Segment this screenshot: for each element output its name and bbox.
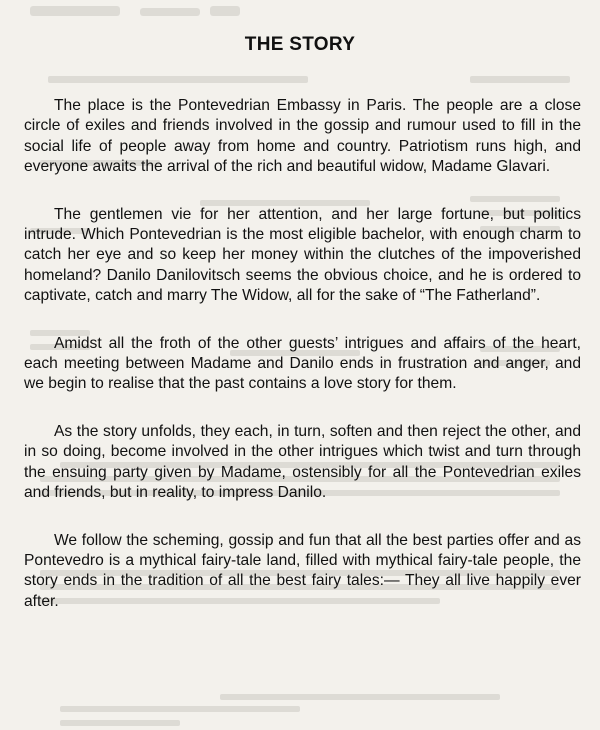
- page-title: THE STORY: [244, 34, 356, 55]
- story-paragraph-1: The place is the Pontevedrian Embassy in Paris. The people are a close circle of exiles and friends involved in the gossip and rumour used to fill in the social life of people away from home and country. Patriotism runs high, and everyone awaits the arrival of the rich and beautiful widow, Madame Glavari.: [24, 97, 581, 176]
- story-paragraph-3: Amidst all the froth of the other guests’ intrigues and affairs of the heart, each meeting between Madame and Danilo ends in frustration and anger, and we begin to realise that the past contains a love story for them.: [24, 334, 581, 393]
- story-paragraph-5: We follow the scheming, gossip and fun that all the best parties offer and as Pontevedro is a mythical fairy-tale land, filled with mythical fairy-tale people, the story ends in the tradition of all the best fairy tales:— They all live happily ever after.: [24, 531, 581, 610]
- story-body: [24, 96, 581, 639]
- story-paragraph-4: As the story unfolds, they each, in turn, soften and then reject the other, and in so doing, become involved in the other intrigues which twist and turn through the ensuing party given by Madame, ostensibly for all the Pontevedrian exiles and friends, but in reality, to impress Danilo.: [24, 422, 581, 502]
- story-paragraph-2: The gentlemen vie for her attention, and her large fortune, but politics intrude. Which Pontevedrian is the most eligible bachelor, with enough charm to catch her eye and so keep her money within the clutches of the impoverished homeland? Danilo Danilovitsch seems the obvious choice, and he is ordered to captivate, catch and marry The Widow, all for the sake of “The Fatherland”.: [24, 205, 581, 305]
